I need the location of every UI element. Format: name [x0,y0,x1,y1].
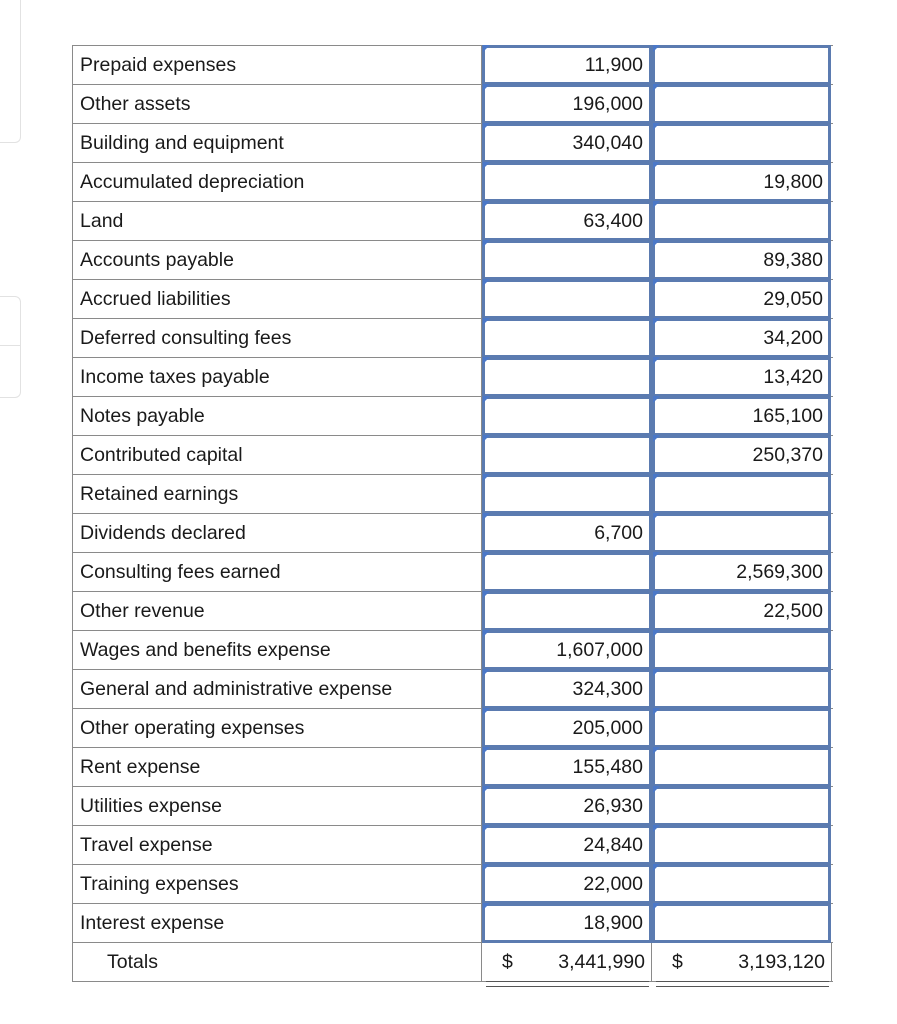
input-corner-flag-icon [653,591,660,598]
credit-input[interactable] [652,474,831,514]
account-label: Consulting fees earned [73,553,482,591]
account-row [73,631,833,670]
input-corner-flag-icon [483,357,490,364]
account-row [73,436,833,475]
credit-input[interactable]: 29,050 [652,279,831,319]
debit-input[interactable] [482,435,652,475]
credit-input[interactable]: 34,200 [652,318,831,358]
debit-input[interactable] [482,357,652,397]
account-label: Wages and benefits expense [73,631,482,669]
input-corner-flag-icon [483,864,490,871]
credit-total-currency: $ [672,951,683,973]
debit-input[interactable]: 22,000 [482,864,652,904]
account-row [73,163,833,202]
account-label: Retained earnings [73,475,482,513]
credit-input[interactable] [652,84,831,124]
debit-total-currency: $ [502,951,513,973]
credit-input[interactable]: 250,370 [652,435,831,475]
debit-total [482,943,652,981]
credit-input[interactable]: 2,569,300 [652,552,831,592]
input-corner-flag-icon [483,474,490,481]
totals-row [73,943,833,982]
input-corner-flag-icon [653,357,660,364]
credit-input[interactable]: 89,380 [652,240,831,280]
account-label: Income taxes payable [73,358,482,396]
credit-input[interactable]: 13,420 [652,357,831,397]
side-panel-tab-top [0,0,21,143]
trial-balance-rows [73,46,833,943]
credit-input[interactable] [652,786,831,826]
input-corner-flag-icon [483,669,490,676]
account-label: General and administrative expense [73,670,482,708]
input-corner-flag-icon [483,240,490,247]
account-label: Contributed capital [73,436,482,474]
debit-input[interactable]: 1,607,000 [482,630,652,670]
debit-input[interactable]: 205,000 [482,708,652,748]
credit-input[interactable] [652,864,831,904]
input-corner-flag-icon [653,123,660,130]
trial-balance-table [72,45,833,982]
debit-input[interactable] [482,591,652,631]
account-row [73,904,833,943]
account-label: Rent expense [73,748,482,786]
input-corner-flag-icon [653,45,660,52]
input-corner-flag-icon [483,591,490,598]
input-corner-flag-icon [653,630,660,637]
account-label: Training expenses [73,865,482,903]
account-row [73,46,833,85]
credit-input[interactable] [652,708,831,748]
debit-input[interactable]: 18,900 [482,903,652,943]
credit-input[interactable] [652,513,831,553]
account-row [73,748,833,787]
input-corner-flag-icon [483,162,490,169]
credit-input[interactable]: 165,100 [652,396,831,436]
input-corner-flag-icon [653,825,660,832]
debit-input[interactable]: 324,300 [482,669,652,709]
credit-input[interactable] [652,903,831,943]
credit-total-value: 3,193,120 [738,951,825,973]
account-row [73,124,833,163]
account-label: Accounts payable [73,241,482,279]
debit-input[interactable] [482,396,652,436]
input-corner-flag-icon [483,123,490,130]
credit-input[interactable] [652,747,831,787]
account-row [73,319,833,358]
input-corner-flag-icon [483,552,490,559]
debit-input[interactable]: 340,040 [482,123,652,163]
debit-input[interactable]: 11,900 [482,45,652,85]
input-corner-flag-icon [653,279,660,286]
credit-input[interactable] [652,669,831,709]
credit-input[interactable] [652,825,831,865]
account-row [73,241,833,280]
account-row [73,592,833,631]
debit-input[interactable] [482,318,652,358]
account-label: Dividends declared [73,514,482,552]
account-label: Other assets [73,85,482,123]
account-row [73,475,833,514]
debit-input[interactable]: 6,700 [482,513,652,553]
input-corner-flag-icon [483,201,490,208]
input-corner-flag-icon [483,903,490,910]
input-corner-flag-icon [653,669,660,676]
input-corner-flag-icon [653,747,660,754]
account-row [73,280,833,319]
input-corner-flag-icon [653,513,660,520]
account-label: Deferred consulting fees [73,319,482,357]
input-corner-flag-icon [483,435,490,442]
debit-total-double-underline [486,981,649,987]
input-corner-flag-icon [653,84,660,91]
input-corner-flag-icon [483,84,490,91]
account-label: Interest expense [73,904,482,942]
input-corner-flag-icon [653,708,660,715]
input-corner-flag-icon [653,786,660,793]
debit-total-value: 3,441,990 [558,951,645,973]
input-corner-flag-icon [653,396,660,403]
account-row [73,865,833,904]
input-corner-flag-icon [483,630,490,637]
account-label: Building and equipment [73,124,482,162]
input-corner-flag-icon [483,747,490,754]
input-corner-flag-icon [483,396,490,403]
account-row [73,358,833,397]
account-row [73,670,833,709]
credit-input[interactable] [652,45,831,85]
debit-input[interactable]: 63,400 [482,201,652,241]
account-label: Utilities expense [73,787,482,825]
account-label: Accumulated depreciation [73,163,482,201]
input-corner-flag-icon [483,513,490,520]
input-corner-flag-icon [653,435,660,442]
account-label: Accrued liabilities [73,280,482,318]
input-corner-flag-icon [653,240,660,247]
input-corner-flag-icon [653,162,660,169]
input-corner-flag-icon [653,903,660,910]
credit-input[interactable] [652,201,831,241]
input-corner-flag-icon [653,318,660,325]
account-label: Travel expense [73,826,482,864]
credit-total-double-underline [656,981,829,987]
account-label: Other operating expenses [73,709,482,747]
account-label: Prepaid expenses [73,46,482,84]
debit-input[interactable]: 155,480 [482,747,652,787]
debit-input[interactable]: 26,930 [482,786,652,826]
totals-label: Totals [73,943,482,981]
input-corner-flag-icon [483,825,490,832]
input-corner-flag-icon [483,708,490,715]
credit-input[interactable] [652,123,831,163]
credit-input[interactable]: 19,800 [652,162,831,202]
account-row [73,553,833,592]
debit-input[interactable] [482,279,652,319]
credit-input[interactable]: 22,500 [652,591,831,631]
input-corner-flag-icon [653,474,660,481]
input-corner-flag-icon [653,201,660,208]
input-corner-flag-icon [653,552,660,559]
credit-input[interactable] [652,630,831,670]
input-corner-flag-icon [483,318,490,325]
side-panel-tab-bottom [0,296,21,398]
account-row [73,787,833,826]
credit-total [652,943,832,981]
account-row [73,397,833,436]
debit-input[interactable] [482,552,652,592]
side-panel-divider [0,345,20,346]
debit-input[interactable]: 196,000 [482,84,652,124]
account-label: Land [73,202,482,240]
account-row [73,709,833,748]
input-corner-flag-icon [483,45,490,52]
debit-input[interactable] [482,162,652,202]
input-corner-flag-icon [653,864,660,871]
debit-input[interactable] [482,240,652,280]
account-row [73,85,833,124]
account-row [73,514,833,553]
input-corner-flag-icon [483,279,490,286]
input-corner-flag-icon [483,786,490,793]
account-label: Other revenue [73,592,482,630]
account-label: Notes payable [73,397,482,435]
account-row [73,826,833,865]
account-row [73,202,833,241]
debit-input[interactable] [482,474,652,514]
debit-input[interactable]: 24,840 [482,825,652,865]
